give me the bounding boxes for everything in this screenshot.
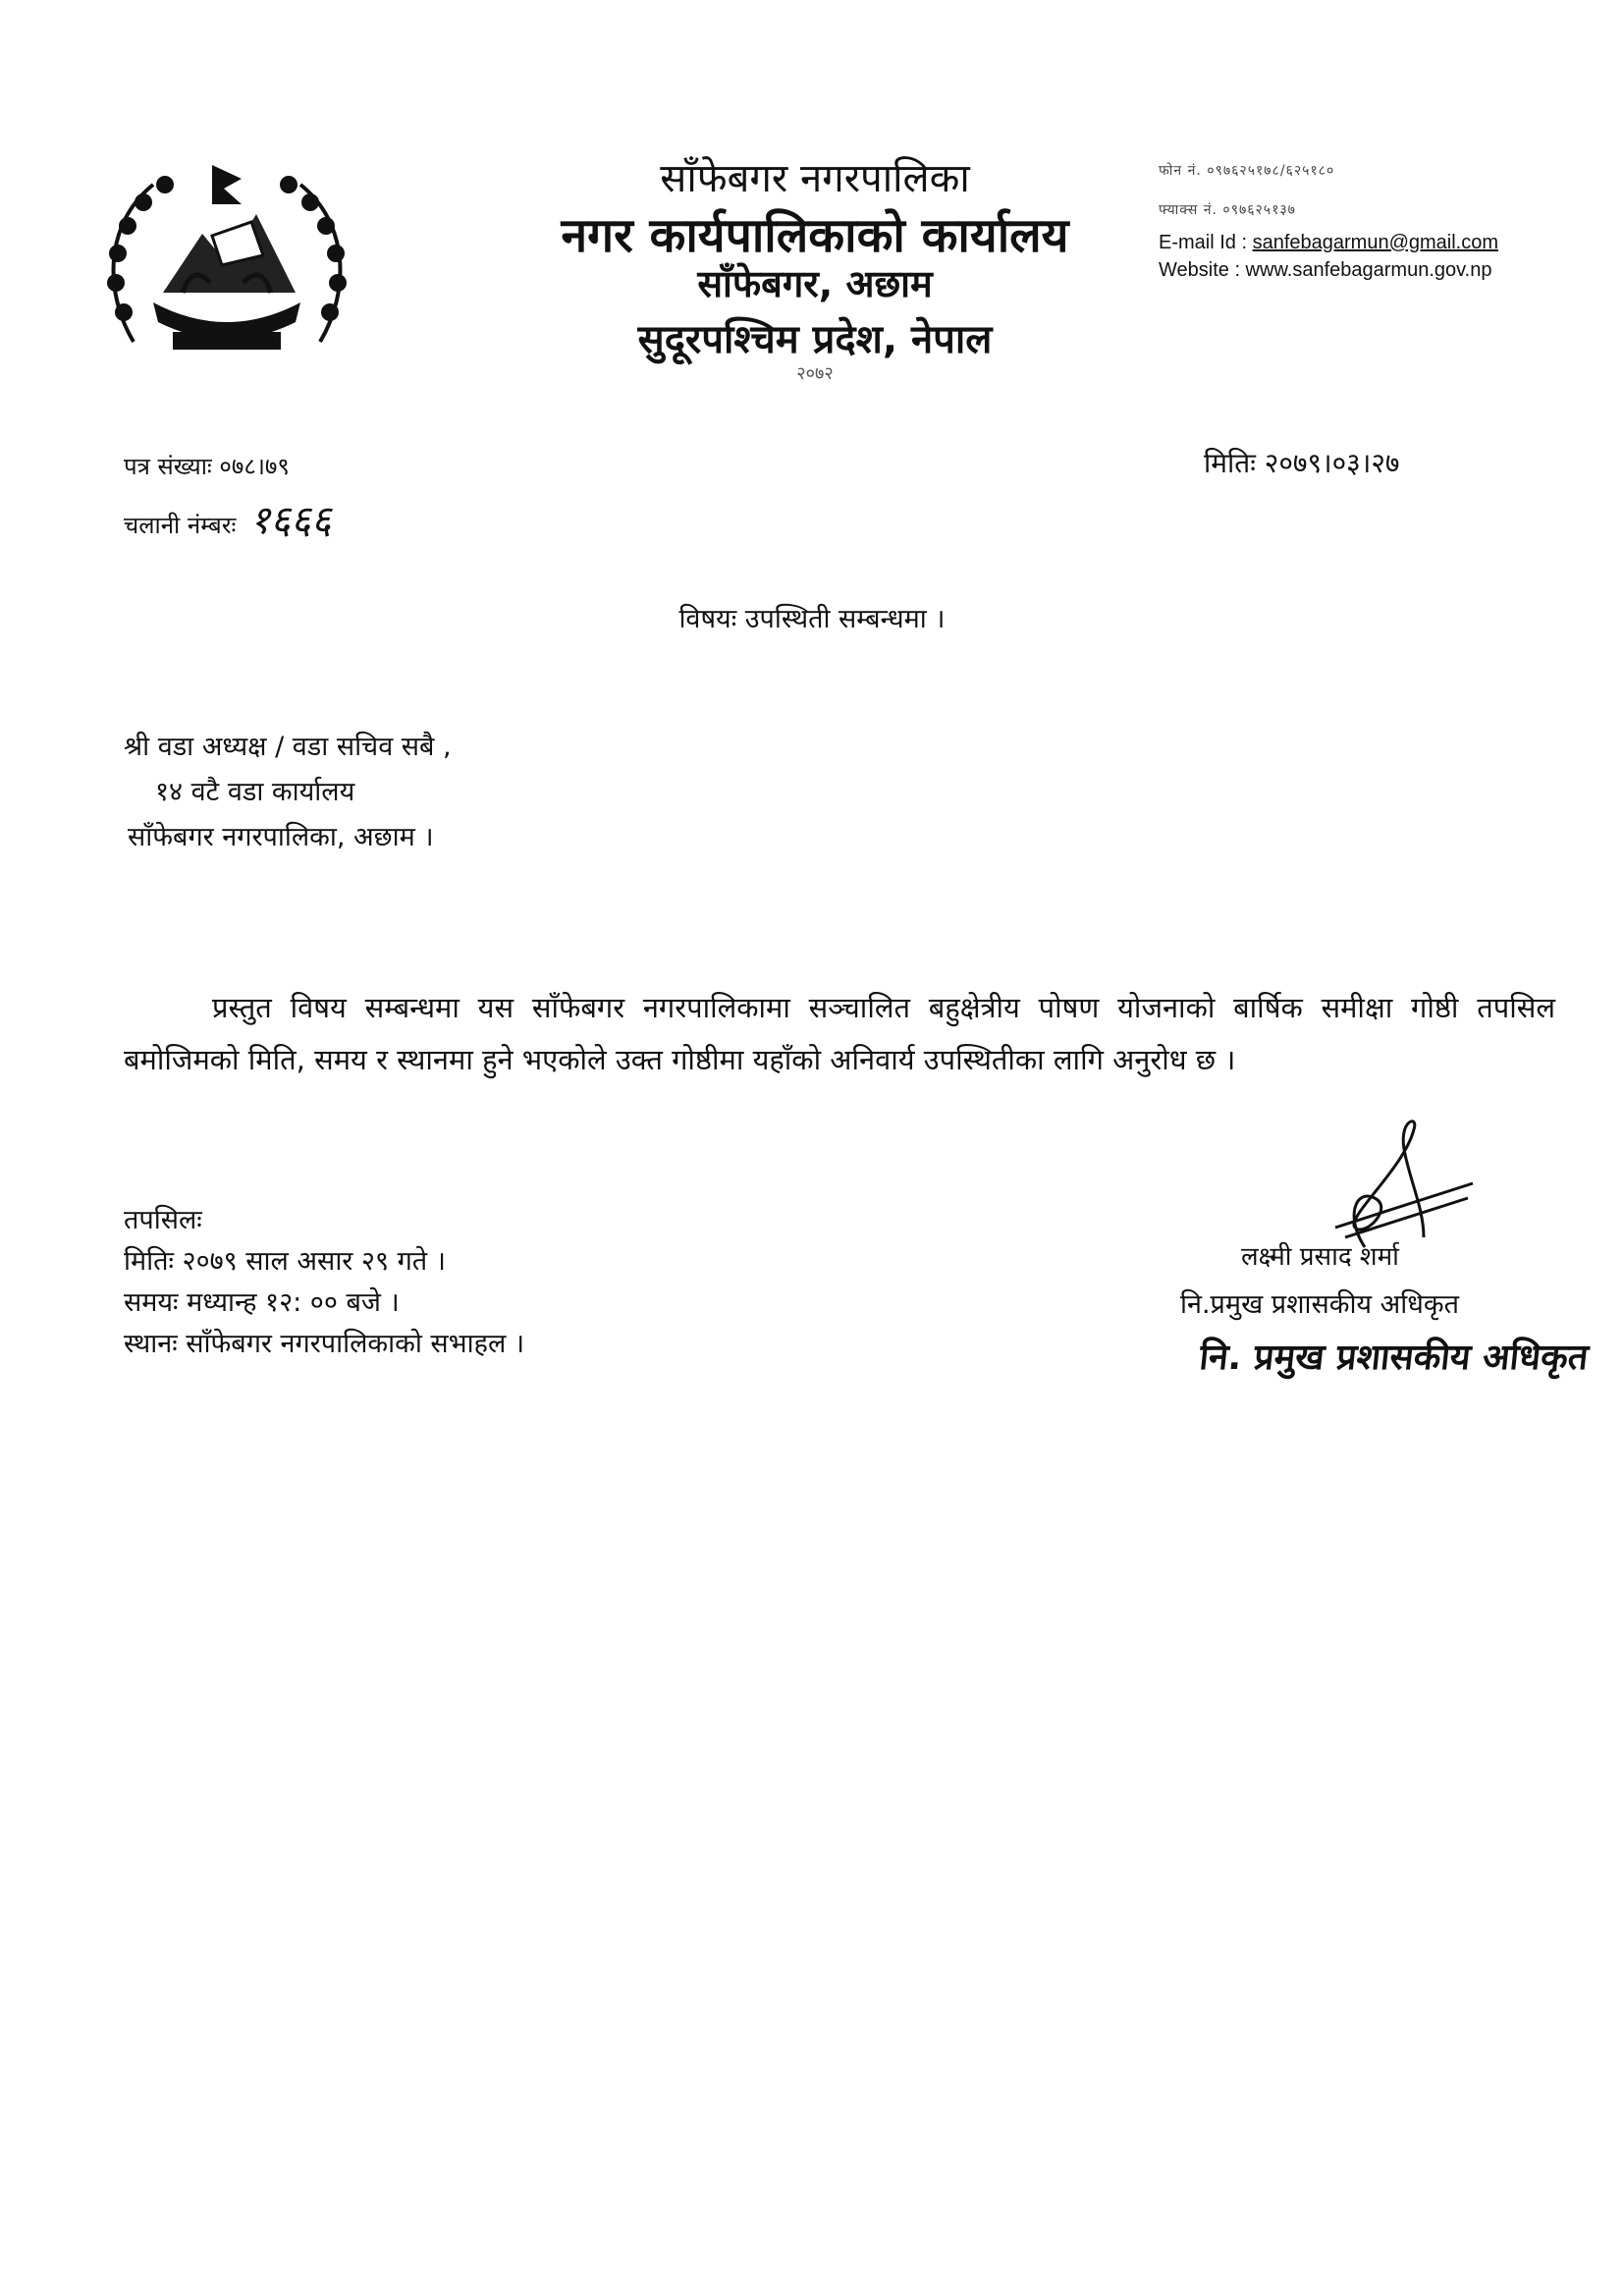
office-title: नगर कार्यपालिकाको कार्यालय xyxy=(561,208,1069,263)
nepal-emblem-icon xyxy=(94,145,359,381)
fax-number: फ्याक्स नं. ०९७६२५१३७ xyxy=(1159,202,1296,218)
letter-number: पत्र संख्याः ०७८।७९ xyxy=(124,453,290,480)
details-heading: तपसिलः xyxy=(124,1205,202,1235)
municipality-name: साँफेबगर नगरपालिका xyxy=(660,156,970,201)
details-venue: स्थानः साँफेबगर नगरपालिकाको सभाहल । xyxy=(124,1329,525,1359)
dispatch-label: चलानी नंम्बरः xyxy=(124,512,237,539)
signatory-title: नि.प्रमुख प्रशासकीय अधिकृत xyxy=(1180,1289,1460,1320)
letter-date: मितिः २०७९।०३।२७ xyxy=(1204,447,1400,479)
established-year: २०७२ xyxy=(796,363,834,384)
website-line: Website : www.sanfebagarmun.gov.np xyxy=(1159,259,1492,281)
details-date: मितिः २०७९ साल असार २९ गते । xyxy=(124,1246,447,1277)
letter-subject: विषयः उपस्थिती सम्बन्धमा । xyxy=(678,604,946,634)
dispatch-number xyxy=(124,491,332,545)
addressee-line-2: १४ वटै वडा कार्यालय xyxy=(155,777,355,807)
official-stamp: नि. प्रमुख प्रशासकीय अधिकृत xyxy=(1197,1338,1591,1378)
email-line xyxy=(1159,232,1498,254)
dispatch-value: १६६६ xyxy=(249,498,332,543)
email-label: E-mail Id : xyxy=(1159,232,1253,253)
province-country: सुदूरपश्चिम प्रदेश, नेपाल xyxy=(637,317,993,362)
office-location: साँफेबगर, अछाम xyxy=(697,262,933,305)
addressee-line-3: साँफेबगर नगरपालिका, अछाम । xyxy=(128,822,434,852)
details-time: समयः मध्यान्ह १२: ०० बजे । xyxy=(124,1287,400,1318)
signatory-name: लक्ष्मी प्रसाद शर्मा xyxy=(1241,1242,1399,1272)
email-link[interactable]: sanfebagarmun@gmail.com xyxy=(1252,232,1498,253)
phone-number: फोन नं. ०९७६२५१७८/६२५१८० xyxy=(1159,163,1335,179)
addressee-line-1: श्री वडा अध्यक्ष / वडा सचिव सबै , xyxy=(124,732,452,762)
letter-body: प्रस्तुत विषय सम्बन्धमा यस साँफेबगर नगरपालिकामा सञ्चालित बहुक्षेत्रीय पोषण योजनाको बार्षिक समीक्षा गोष्ठी तपसिल बमोजिमको मिति, समय र स्थानमा हुने भएकोले उक्त गोष्ठीमा यहाँको अनिवार्य उपस्थितीका लागि अनुरोध छ । xyxy=(124,991,1555,1076)
